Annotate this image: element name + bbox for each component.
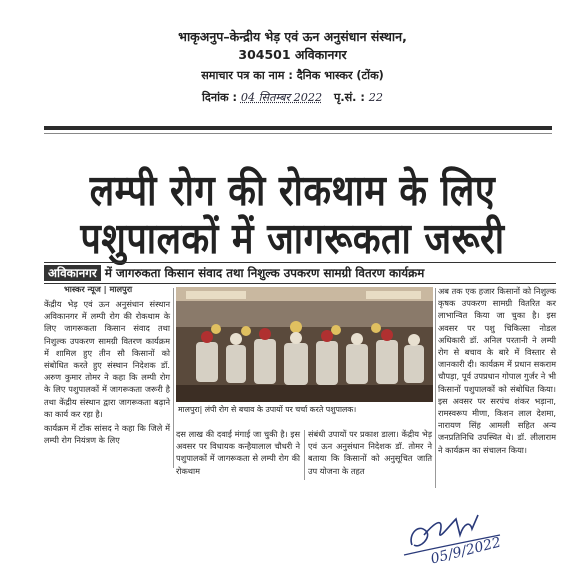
date-page-line	[0, 90, 585, 105]
article-column-4	[438, 285, 556, 456]
column-divider	[173, 288, 174, 468]
event-photo	[176, 287, 433, 402]
event-photo-illustration	[176, 287, 433, 402]
signature-date: 05/9/2022	[429, 534, 503, 568]
column-2-paragraph: दस लाख की दवाई मंगाई जा चुकी है। इस अवसर पर विधायक कन्हैयालाल चौधरी ने पशुपालकों में जागरूकता से लम्पी रोग की रोकथाम	[176, 429, 300, 476]
column-divider-3	[435, 288, 436, 488]
column-1-paragraph-2: कार्यक्रम में टोंक सांसद ने कहा कि जिले में लम्पी रोग नियंत्रण के लिए	[44, 423, 170, 446]
article-column-2	[176, 428, 300, 477]
top-thin-rule	[44, 133, 552, 134]
column-4-paragraph: अब तक एक हजार किसानों को निशुल्क कृषक उपकरण सामग्री वितरित कर लाभान्वित किया जा चुका है। इस अवसर पर पशु चिकित्सा नोडल अधिकारी डॉ. अनिल परतानी ने लम्पी रोग से बचाव के बारे में विस्तार से जानकारी दी। कार्यक्रम में प्रधान सकराम चौपड़ा, पूर्व उपप्रधान गोपाल गुर्जर ने भी किसानों पशुपालकों को संबोधित किया। इस अवसर पर सरपंच शंकर भड़ाना, रामस्वरूप मीणा, किशन लाल देशमा, नारायण सिंह आमली सहित अन्य जनप्रतिनिधि उपस्थित थे। डॉ. लीलाराम ने कार्यक्रम का संचालन किया।	[438, 286, 556, 455]
subhead-text: में जागरुकता किसान संवाद तथा निशुल्क उपकरण सामग्री वितरण कार्यक्रम	[104, 266, 425, 280]
headline-line-2: पशुपालकों में जागरूकता जरूरी	[80, 215, 505, 264]
subheadline	[44, 262, 556, 284]
page-label: पृ.सं. :	[334, 91, 365, 104]
date-value: 04 सितम्बर 2022	[240, 91, 323, 104]
byline: भास्कर न्यूज | मालपुरा	[64, 284, 133, 294]
article-column-3	[308, 428, 432, 477]
top-rule	[44, 126, 552, 130]
photo-caption: मालपुरा| लंपी रोग से बचाव के उपायों पर चर्चा करते पशुपालक।	[178, 405, 357, 414]
subhead-place: अविकानगर	[44, 265, 101, 281]
org-address-line: 304501 अविकानगर	[238, 47, 347, 62]
date-label: दिनांक :	[202, 91, 237, 104]
column-3-paragraph: संबंधी उपायों पर प्रकाश डाला। केंद्रीय भेड़ एवं ऊन अनुसंधान निदेशक डॉ. तोमर ने बताया कि किसानों को अनुसूचित जाति उप योजना के तहत	[308, 429, 432, 476]
headline-line-1: लम्पी रोग की रोकथाम के लिए	[89, 167, 496, 216]
column-divider-2	[304, 430, 305, 480]
column-1-paragraph-1: केंद्रीय भेड़ एवं ऊन अनुसंधान संस्थान अविकानगर में लम्पी रोग की रोकथाम के लिए जागरूकता किसान संवाद तथा निशुल्क उपकरण सामग्री वितरण कार्यक्रम में शामिल हुए तीन सौ किसानों को संबोधित करते हुए संस्थान निदेशक डॉ. अरुण कुमार तोमर ने कहा कि लम्पी रोग के लिए पशुपालकों में जागरूकता जरूरी है तथा केंद्रीय संस्थान द्वारा जागरूकता बढ़ाने का कार्य कर रहा है।	[44, 299, 170, 419]
page-value: 22	[368, 91, 383, 104]
newspaper-name-line: समाचार पत्र का नाम : दैनिक भास्कर (टोंक)	[201, 69, 384, 82]
org-name-line: भाकृअनुप–केन्द्रीय भेड़ एवं ऊन अनुसंधान संस्थान,	[178, 29, 407, 44]
article-column-1	[44, 298, 170, 446]
handwritten-signature	[400, 505, 530, 568]
